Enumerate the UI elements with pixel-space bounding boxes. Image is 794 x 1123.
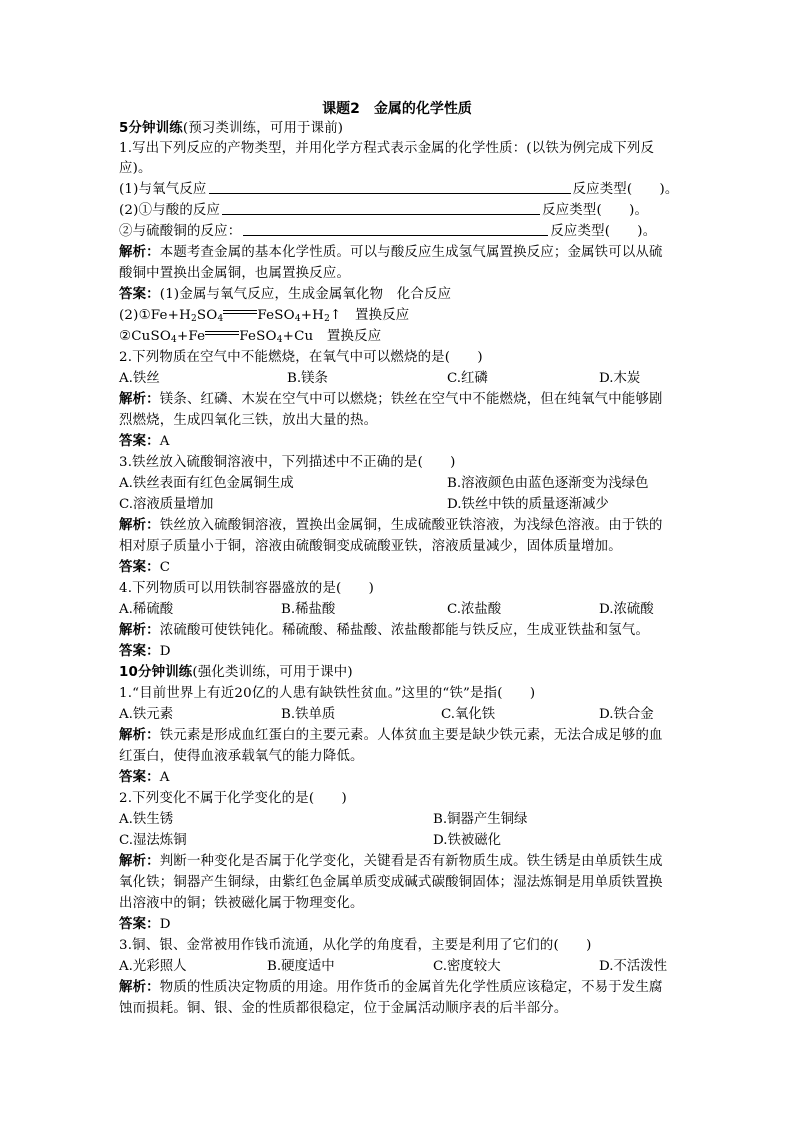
- question-2-option-b[interactable]: B.镁条: [287, 371, 328, 386]
- question-3-option-b[interactable]: B.溶液颜色由蓝色逐渐变为浅绿色: [447, 476, 649, 491]
- question-6-option-b[interactable]: B.铜器产生铜绿: [433, 812, 528, 827]
- question-2-analysis-line-2: 烈燃烧，生成四氧化三铁，放出大量的热。: [119, 413, 378, 428]
- question-6-option-d[interactable]: D.铁被磁化: [433, 833, 502, 848]
- answer-blank[interactable]: [209, 180, 571, 194]
- section-heading-10min: 10分钟训练(强化类训练，可用于课中): [119, 665, 353, 680]
- question-1-equation-2: ②CuSO$_4$+Fe FeSO$_4$+Cu 置换反应: [119, 329, 382, 345]
- section-heading-5min: 5分钟训练(预习类训练，可用于课前): [119, 121, 344, 136]
- question-6-analysis-line-2: 氧化铁；铜器产生铜绿，由紫红色金属单质变成碱式碳酸铜固体；湿法炼铜是用单质铁置换: [119, 875, 663, 890]
- question-7-option-b[interactable]: B.硬度适中: [267, 959, 335, 974]
- question-3-stem: 3.铁丝放入硫酸铜溶液中，下列描述中不正确的是( ): [119, 455, 456, 470]
- question-1-analysis-line-1: 解析：本题考查金属的基本化学性质。可以与酸反应生成氢气属置换反应；金属铁可以从硫: [119, 245, 663, 260]
- question-4-option-d[interactable]: D.浓硫酸: [599, 602, 654, 617]
- question-1-blank-row-1: (1)与氧气反应 反应类型( )。: [119, 182, 679, 197]
- question-4-answer: 答案：D: [119, 644, 171, 659]
- question-2-option-d[interactable]: D.木炭: [599, 371, 641, 386]
- question-3-analysis-line-2: 相对原子质量小于铜，溶液由硫酸铜变成硫酸亚铁，溶液质量减少，固体质量增加。: [119, 539, 622, 554]
- question-2-answer: 答案：A: [119, 434, 170, 449]
- question-5-option-c[interactable]: C.氧化铁: [441, 707, 496, 722]
- question-4-option-c[interactable]: C.浓盐酸: [447, 602, 502, 617]
- question-1-blank-row-2: (2)①与酸的反应 反应类型( )。: [119, 203, 649, 218]
- question-6-stem: 2.下列变化不属于化学变化的是( ): [119, 791, 347, 806]
- question-2-option-a[interactable]: A.铁丝: [119, 371, 160, 386]
- equals-sign-icon: [205, 328, 239, 340]
- question-7-option-c[interactable]: C.密度较大: [433, 959, 501, 974]
- question-6-option-c[interactable]: C.湿法炼铜: [119, 833, 187, 848]
- question-7-analysis-line-1: 解析：物质的性质决定物质的用途。用作货币的金属首先化学性质应该稳定，不易于发生腐: [119, 980, 663, 995]
- question-2-stem: 2.下列物质在空气中不能燃烧，在氧气中可以燃烧的是( ): [119, 350, 483, 365]
- question-7-option-d[interactable]: D.不活泼性: [599, 959, 668, 974]
- question-3-option-c[interactable]: C.溶液质量增加: [119, 497, 214, 512]
- question-6-option-a[interactable]: A.铁生锈: [119, 812, 174, 827]
- question-6-analysis-line-3: 出溶液中的铜；铁被磁化属于物理变化。: [119, 896, 364, 911]
- question-1-analysis-line-2: 酸铜中置换出金属铜，也属置换反应。: [119, 266, 351, 281]
- question-5-option-a[interactable]: A.铁元素: [119, 707, 174, 722]
- question-2-option-c[interactable]: C.红磷: [447, 371, 488, 386]
- answer-blank[interactable]: [243, 222, 548, 236]
- question-4-analysis-line-1: 解析：浓硫酸可使铁钝化。稀硫酸、稀盐酸、浓盐酸都能与铁反应，生成亚铁盐和氢气。: [119, 623, 650, 638]
- question-1-blank-row-3: ②与硫酸铜的反应： 反应类型( )。: [119, 224, 657, 239]
- question-3-answer: 答案：C: [119, 560, 171, 575]
- question-3-option-d[interactable]: D.铁丝中铁的质量逐渐减少: [447, 497, 609, 512]
- equals-sign-icon: [223, 307, 257, 319]
- question-6-answer: 答案：D: [119, 917, 171, 932]
- question-5-option-b[interactable]: B.铁单质: [281, 707, 336, 722]
- question-6-analysis-line-1: 解析：判断一种变化是否属于化学变化，关键看是否有新物质生成。铁生锈是由单质铁生成: [119, 854, 663, 869]
- question-4-stem: 4.下列物质可以用铁制容器盛放的是( ): [119, 581, 375, 596]
- question-7-option-a[interactable]: A.光彩照人: [119, 959, 187, 974]
- question-1-answer-line-1: 答案：(1)金属与氧气反应，生成金属氧化物 化合反应: [119, 287, 452, 302]
- question-7-analysis-line-2: 蚀而损耗。铜、银、金的性质都很稳定，位于金属活动顺序表的后半部分。: [119, 1001, 568, 1016]
- question-1-stem-line-2: 应)。: [119, 161, 152, 176]
- question-4-option-b[interactable]: B.稀盐酸: [281, 602, 336, 617]
- question-1-equation-1: $(2)①Fe+H_2SO_4$ $FeSO_4+H_2↑$ 置换反应: [119, 308, 410, 324]
- question-3-analysis-line-1: 解析：铁丝放入硫酸铜溶液，置换出金属铜，生成硫酸亚铁溶液，为浅绿色溶液。由于铁的: [119, 518, 663, 533]
- question-5-analysis-line-2: 红蛋白，使得血液承载氧气的能力降低。: [119, 749, 364, 764]
- question-3-option-a[interactable]: A.铁丝表面有红色金属铜生成: [119, 476, 294, 491]
- question-4-option-a[interactable]: A.稀硫酸: [119, 602, 174, 617]
- page-title: 课题2 金属的化学性质: [322, 101, 472, 117]
- question-5-option-d[interactable]: D.铁合金: [599, 707, 654, 722]
- question-1-stem-line-1: 1.写出下列反应的产物类型，并用化学方程式表示金属的化学性质：(以铁为例完成下列反: [119, 141, 655, 156]
- question-5-analysis-line-1: 解析：铁元素是形成血红蛋白的主要元素。人体贫血主要是缺少铁元素，无法合成足够的血: [119, 728, 663, 743]
- question-5-answer: 答案：A: [119, 770, 170, 785]
- answer-blank[interactable]: [222, 201, 540, 215]
- question-5-stem: 1.“目前世界上有近20亿的人患有缺铁性贫血。”这里的“铁”是指( ): [119, 686, 536, 701]
- question-2-analysis-line-1: 解析：镁条、红磷、木炭在空气中可以燃烧；铁丝在空气中不能燃烧，但在纯氧气中能够剧: [119, 392, 663, 407]
- question-7-stem: 3.铜、银、金常被用作钱币流通，从化学的角度看，主要是利用了它们的( ): [119, 938, 592, 953]
